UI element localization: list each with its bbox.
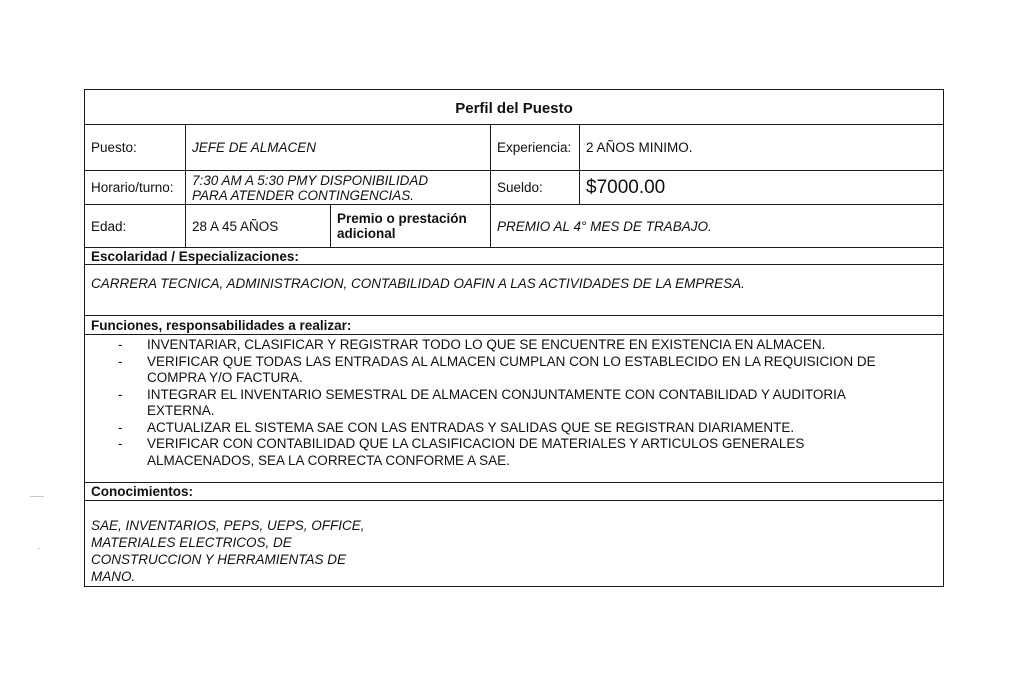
row-edad <box>85 205 943 248</box>
premio-value: PREMIO AL 4° MES DE TRABAJO. <box>497 218 712 234</box>
puesto-value: JEFE DE ALMACEN <box>192 140 317 155</box>
funciones-label: Funciones, responsabilidades a realizar: <box>91 317 352 333</box>
scan-artifact <box>38 548 40 549</box>
premio-label-line1: Premio o prestación <box>337 211 467 226</box>
conocimientos-value: SAE, INVENTARIOS, PEPS, UEPS, OFFICE, MATERIALES ELECTRICOS, DE CONSTRUCCION Y HERRAMIENTAS DE MANO. <box>91 518 365 584</box>
horario-value <box>186 171 490 204</box>
list-item: - VERIFICAR QUE TODAS LAS ENTRADAS AL ALMACEN CUMPLAN CON LO ESTABLECIDO EN LA REQUISICION DE COMPRA Y/O FACTURA. <box>111 354 913 387</box>
premio-label-line2: adicional <box>337 226 396 241</box>
row-escolaridad-value <box>85 265 943 316</box>
escolaridad-label: Escolaridad / Especializaciones: <box>91 248 299 264</box>
escolaridad-value: CARRERA TECNICA, ADMINISTRACION, CONTABILIDAD OAFIN A LAS ACTIVIDADES DE LA EMPRESA. <box>91 276 745 291</box>
row-horario <box>85 171 943 205</box>
horario-label: Horario/turno: <box>91 180 174 195</box>
page-title: Perfil del Puesto <box>455 99 573 117</box>
job-profile-form <box>84 89 944 587</box>
row-conocimientos-header <box>85 483 943 501</box>
experiencia-value: 2 AÑOS MINIMO. <box>586 140 693 155</box>
scan-artifact <box>30 496 44 497</box>
conocimientos-label: Conocimientos: <box>91 484 194 499</box>
title-row <box>85 90 943 125</box>
horario-value-line2: PARA ATENDER CONTINGENCIAS. <box>192 187 415 203</box>
row-escolaridad-header <box>85 248 943 265</box>
sueldo-label: Sueldo: <box>497 180 543 195</box>
list-item: - INVENTARIAR, CLASIFICAR Y REGISTRAR TODO LO QUE SE ENCUENTRE EN EXISTENCIA EN ALMACEN. <box>111 337 913 354</box>
puesto-label: Puesto: <box>91 140 137 155</box>
sueldo-value: $7000.00 <box>586 177 666 198</box>
list-item: - INTEGRAR EL INVENTARIO SEMESTRAL DE ALMACEN CONJUNTAMENTE CON CONTABILIDAD Y AUDITORIA EXTERNA. <box>111 387 913 420</box>
funciones-list <box>111 337 913 469</box>
row-funciones-list <box>85 335 943 483</box>
edad-value: 28 A 45 AÑOS <box>192 218 279 234</box>
horario-value-line1: 7:30 AM A 5:30 PMY DISPONIBILIDAD <box>192 172 429 188</box>
row-puesto <box>85 125 943 171</box>
experiencia-label: Experiencia: <box>497 140 572 155</box>
edad-label: Edad: <box>91 218 127 234</box>
list-item: - ACTUALIZAR EL SISTEMA SAE CON LAS ENTRADAS Y SALIDAS QUE SE REGISTRAN DIARIAMENTE. <box>111 420 913 437</box>
row-funciones-header <box>85 316 943 335</box>
list-item: - VERIFICAR CON CONTABILIDAD QUE LA CLASIFICACION DE MATERIALES Y ARTICULOS GENERALES ALMACENADOS, SEA LA CORRECTA CONFORME A SAE. <box>111 436 913 469</box>
premio-label <box>331 205 490 247</box>
